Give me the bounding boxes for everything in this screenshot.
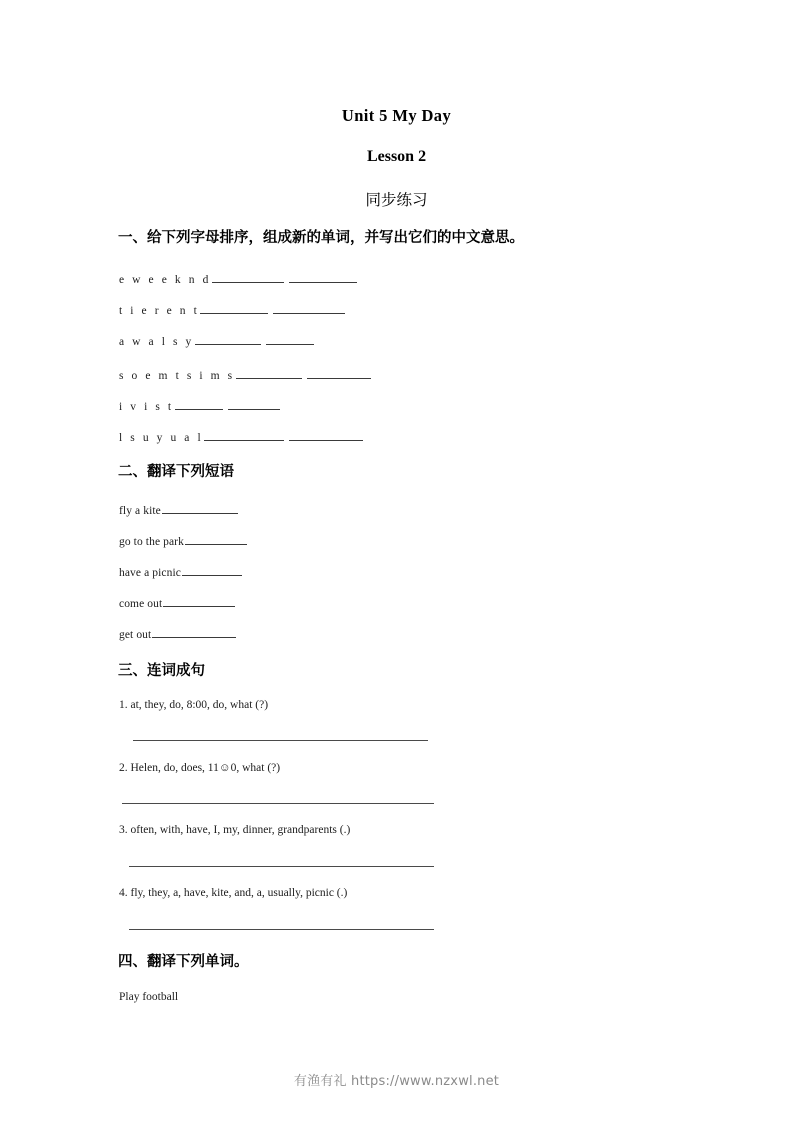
sentence-prompt: 2. Helen, do, does, 11☺0, what (?) — [119, 762, 281, 774]
phrase-row — [119, 627, 236, 641]
section-heading-3: 三、连词成句 — [118, 663, 205, 679]
phrase-row — [119, 534, 247, 548]
answer-blank-word[interactable] — [204, 430, 284, 441]
sentence-prompt: 1. at, they, do, 8:00, do, what (?) — [119, 699, 269, 711]
answer-blank-word[interactable] — [236, 368, 302, 379]
phrase-text: go to the park — [119, 536, 184, 548]
scramble-row — [119, 368, 371, 382]
scramble-row — [119, 399, 280, 413]
scramble-row — [119, 334, 314, 348]
scramble-row — [119, 303, 345, 317]
answer-blank-meaning[interactable] — [307, 368, 371, 379]
answer-blank-meaning[interactable] — [266, 334, 314, 345]
word-prompt: Play football — [119, 991, 179, 1003]
scramble-row — [119, 272, 357, 286]
phrase-text: get out — [119, 629, 152, 641]
page-title-unit: Unit 5 My Day — [341, 106, 452, 125]
answer-line[interactable] — [129, 929, 434, 930]
phrase-row — [119, 503, 238, 517]
answer-blank-translation[interactable] — [152, 627, 236, 638]
page-title-chinese: 同步练习 — [365, 191, 428, 209]
answer-blank-word[interactable] — [195, 334, 261, 345]
phrase-text: fly a kite — [119, 505, 161, 517]
phrase-text: come out — [119, 598, 163, 610]
answer-blank-translation[interactable] — [185, 534, 247, 545]
scrambled-letters: t i e r e n t — [119, 305, 200, 317]
footer-watermark: 有渔有礼 https://www.nzxwl.net — [293, 1074, 500, 1089]
answer-blank-translation[interactable] — [162, 503, 238, 514]
scrambled-letters: i v i s t — [119, 401, 174, 413]
scrambled-letters: a w a l s y — [119, 336, 194, 348]
answer-blank-meaning[interactable] — [289, 430, 363, 441]
scrambled-letters: s o e m t s i m s — [119, 370, 235, 382]
phrase-row — [119, 596, 235, 610]
answer-line[interactable] — [129, 866, 434, 867]
page-title-lesson: Lesson 2 — [366, 148, 427, 165]
sentence-prompt: 3. often, with, have, I, my, dinner, grandparents (.) — [119, 824, 351, 836]
answer-blank-meaning[interactable] — [228, 399, 280, 410]
answer-blank-translation[interactable] — [163, 596, 235, 607]
phrase-row — [119, 565, 242, 579]
sentence-prompt: 4. fly, they, a, have, kite, and, a, usually, picnic (.) — [119, 887, 348, 899]
scrambled-letters: l s u y u a l — [119, 432, 204, 444]
scrambled-letters: e w e e k n d — [119, 274, 211, 286]
answer-blank-meaning[interactable] — [289, 272, 357, 283]
answer-line[interactable] — [122, 803, 434, 804]
section-heading-1: 一、给下列字母排序，组成新的单词，并写出它们的中文意思。 — [118, 230, 524, 246]
scramble-row — [119, 430, 363, 444]
answer-blank-translation[interactable] — [182, 565, 242, 576]
answer-blank-word[interactable] — [212, 272, 284, 283]
answer-blank-meaning[interactable] — [273, 303, 345, 314]
answer-blank-word[interactable] — [175, 399, 223, 410]
section-heading-4: 四、翻译下列单词。 — [118, 954, 249, 970]
phrase-text: have a picnic — [119, 567, 181, 579]
answer-line[interactable] — [133, 740, 428, 741]
answer-blank-word[interactable] — [200, 303, 268, 314]
section-heading-2: 二、翻译下列短语 — [118, 464, 234, 480]
